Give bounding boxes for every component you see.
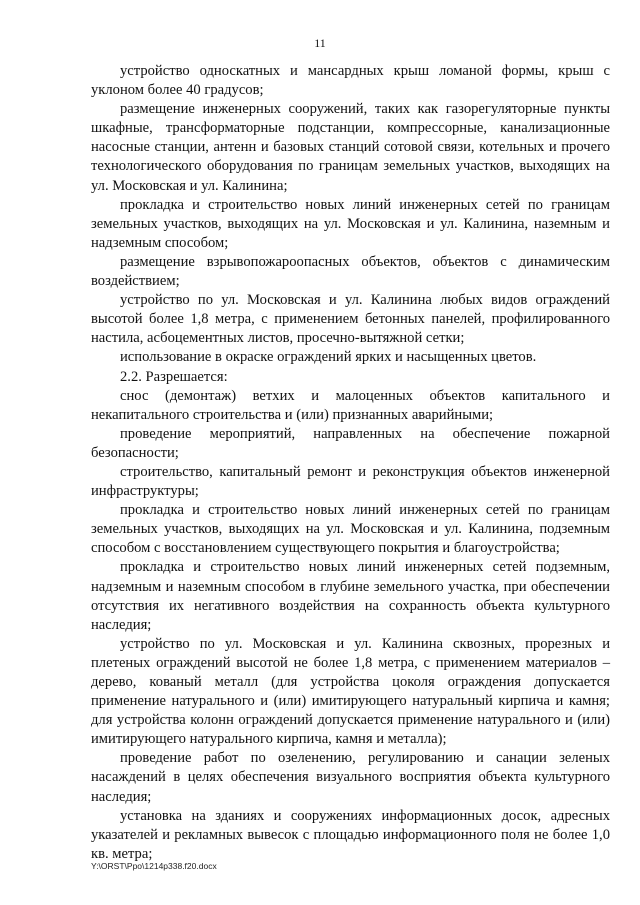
paragraph: установка на зданиях и сооружениях информационных досок, адресных указателей и рекламных вывесок с площадью информационного поля не более 1,0 кв. метра; <box>91 807 610 862</box>
paragraph: прокладка и строительство новых линий инженерных сетей подземным, надземным и наземным способом в глубине земельного участка, при обеспечении отсутствия их негативного воздействия на сохранность объекта культурного наследия; <box>91 559 610 633</box>
section-heading: 2.2. Разрешается: <box>120 368 228 385</box>
paragraph: проведение работ по озеленению, регулированию и санации зеленых насаждений в целях обеспечения визуального восприятия объекта культурного наследия; <box>91 750 610 805</box>
paragraph: проведение мероприятий, направленных на обеспечение пожарной безопасности; <box>91 425 610 461</box>
paragraph: устройство односкатных и мансардных крыш ломаной формы, крыш с уклоном более 40 градусов; <box>91 63 610 99</box>
paragraph: прокладка и строительство новых линий инженерных сетей по границам земельных участков, выходящих на ул. Московская и ул. Калинина, подземным способом с восстановлением существующего покрытия и благоустройства; <box>91 502 610 557</box>
paragraph: прокладка и строительство новых линий инженерных сетей по границам земельных участков, выходящих на ул. Московская и ул. Калинина, наземным и надземным способом; <box>91 196 610 251</box>
footer-file-path: Y:\ORST\Ppo\1214p338.f20.docx <box>91 861 217 871</box>
document-body <box>91 62 610 864</box>
paragraph: размещение взрывопожароопасных объектов, объектов с динамическим воздействием; <box>91 253 610 290</box>
paragraph: устройство по ул. Московская и ул. Калинина сквозных, прорезных и плетеных ограждений высотой не более 1,8 метра, с применением материалов – дерево, кованый металл (для устройства цоколя ограждения допускается применение натурального и (или) имитирующего натуральный кирпича и камня; для устройства колонн ограждений допускается применение натурального и (или) имитирующего натурального кирпича, камня и металла); <box>91 635 610 748</box>
paragraph: размещение инженерных сооружений, таких как газорегуляторные пункты шкафные, трансформаторные подстанции, компрессорные, канализационные насосные станции, антенн и базовых станций сотовой связи, котельных и прочего технологического оборудования по границам земельных участков, выходящих на ул. Московская и ул. Калинина; <box>91 101 610 194</box>
paragraph: строительство, капитальный ремонт и реконструкция объектов инженерной инфраструктуры; <box>91 463 610 500</box>
paragraph: устройство по ул. Московская и ул. Калинина любых видов ограждений высотой более 1,8 метра, с применением бетонных панелей, профилированного настила, асбоцементных листов, просечно-вытяжной сетки; <box>91 292 610 347</box>
paragraph: снос (демонтаж) ветхих и малоценных объектов капитального и некапитального строительства и (или) признанных аварийными; <box>91 387 610 423</box>
paragraph: использование в окраске ограждений ярких и насыщенных цветов. <box>120 349 537 366</box>
page-number: 11 <box>314 36 326 50</box>
